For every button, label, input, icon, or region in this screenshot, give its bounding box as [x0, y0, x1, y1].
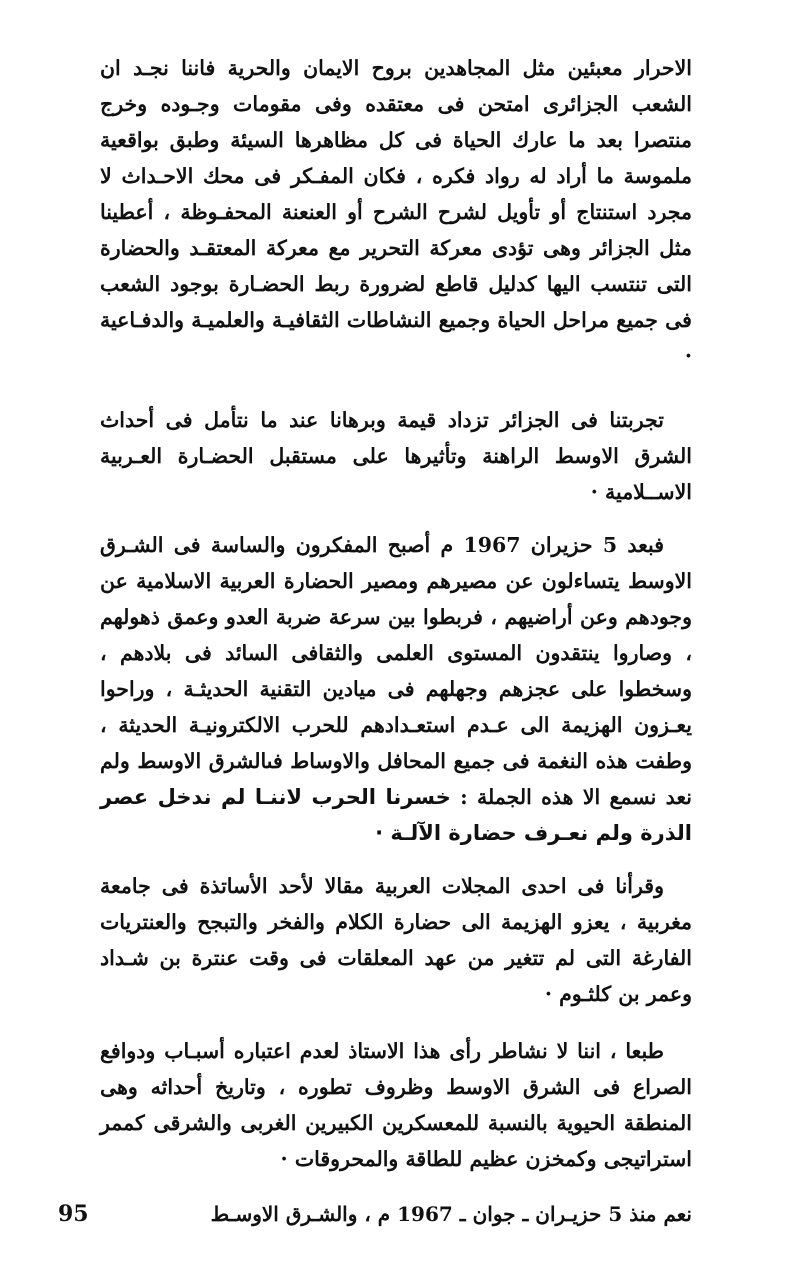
- paragraph-3-text: فبعد 5 حزيران 1967 م أصبح المفكرون والساسة فى الشـرق الاوسط يتساءلون عن مصيرهم ومصير الحضارة العربية الاسلامية عن وجودهم وعن أراضيهم ، فربطوا بين سرعة ضربة العدو وعمق ذهولهم ، وصاروا ينتقدون المستوى العلمى والثقافى السائد فى بلادهم ، وسخطوا على عجزهم وجهلهم فى ميادين التقنية الحديثـة ، وراحوا يعـزون الهزيمة الى عـدم استعـدادهم للحرب الالكترونيـة الحديثة ، وطفت هذه النغمة فى جميع المحافل والاوساط فىالشرق الاوسط ولم نعد نسمع الا هذه الجملة :: [100, 533, 692, 809]
- page-footer: [0, 1196, 802, 1236]
- paragraph-4: وقرأنا فى احدى المجلات العربية مقالا لأحد الأساتذة فى جامعة مغربية ، يعزو الهزيمة الى حضارة الكلام والفخر والتبجح والعنتريات الفارغة التى لم تتغير من عهد المعلقات فى وقت عنترة بن شـداد وعمر بن كلثـوم ·: [100, 874, 692, 1006]
- emphasis-quote: خسرنا الحرب لاننـا لم ندخل عصر الذرة ولم نعـرف حضارة الآلـة ·: [100, 785, 692, 845]
- paragraph-3: [100, 527, 692, 851]
- paragraph-5: طبعا ، اننا لا نشاطر رأى هذا الاستاذ لعدم اعتباره أسبـاب ودوافع الصراع فى الشرق الاوسط وظروف تطوره ، وتاريخ أحداثه وهى المنطقة الحيوية بالنسبة للمعسكرين الكبيرين الغربى والشرقى كممر استراتيجى وكمخزن عظيم للطاقة والمحروقات ·: [100, 1039, 692, 1171]
- paragraph-2: تجربتنا فى الجزائر تزداد قيمة وبرهانا عند ما نتأمل فى أحداث الشرق الاوسط الراهنة وتأثيرها على مستقبل الحضـارة العـربية الاســلامية ·: [100, 408, 692, 504]
- paragraph-1: الاحرار معبئين مثل المجاهدين بروح الايمان والحرية فاننا نجـد ان الشعب الجزائرى امتحن فى معتقده وفى مقومات وجـوده وخرج منتصرا بعد ما عارك الحياة فى كل مظاهرها السيئة وطبق بواقعية ملموسة ما أراد له رواد فكره ، فكان المفـكر فى محك الاحـداث لا مجرد استنتاج أو تأويل لشرح الشرح أو العنعنة المحفـوظة ، أعطينا مثل الجزائر وهى تؤدى معركة التحرير مع معركة المعتقـد والحضارة التى تنتسب اليها كدليل قاطع لضرورة ربط الحضـارة بوجود الشعب فى جميع مراحل الحياة وجميع النشاطات الثقافيـة والعلميـة والدفـاعية ·: [100, 56, 692, 368]
- running-head: نعم منذ 5 حزيـران ـ جوان ـ 1967 م ، والشـرق الاوسـط: [210, 1202, 692, 1226]
- page-number: 95: [58, 1201, 89, 1227]
